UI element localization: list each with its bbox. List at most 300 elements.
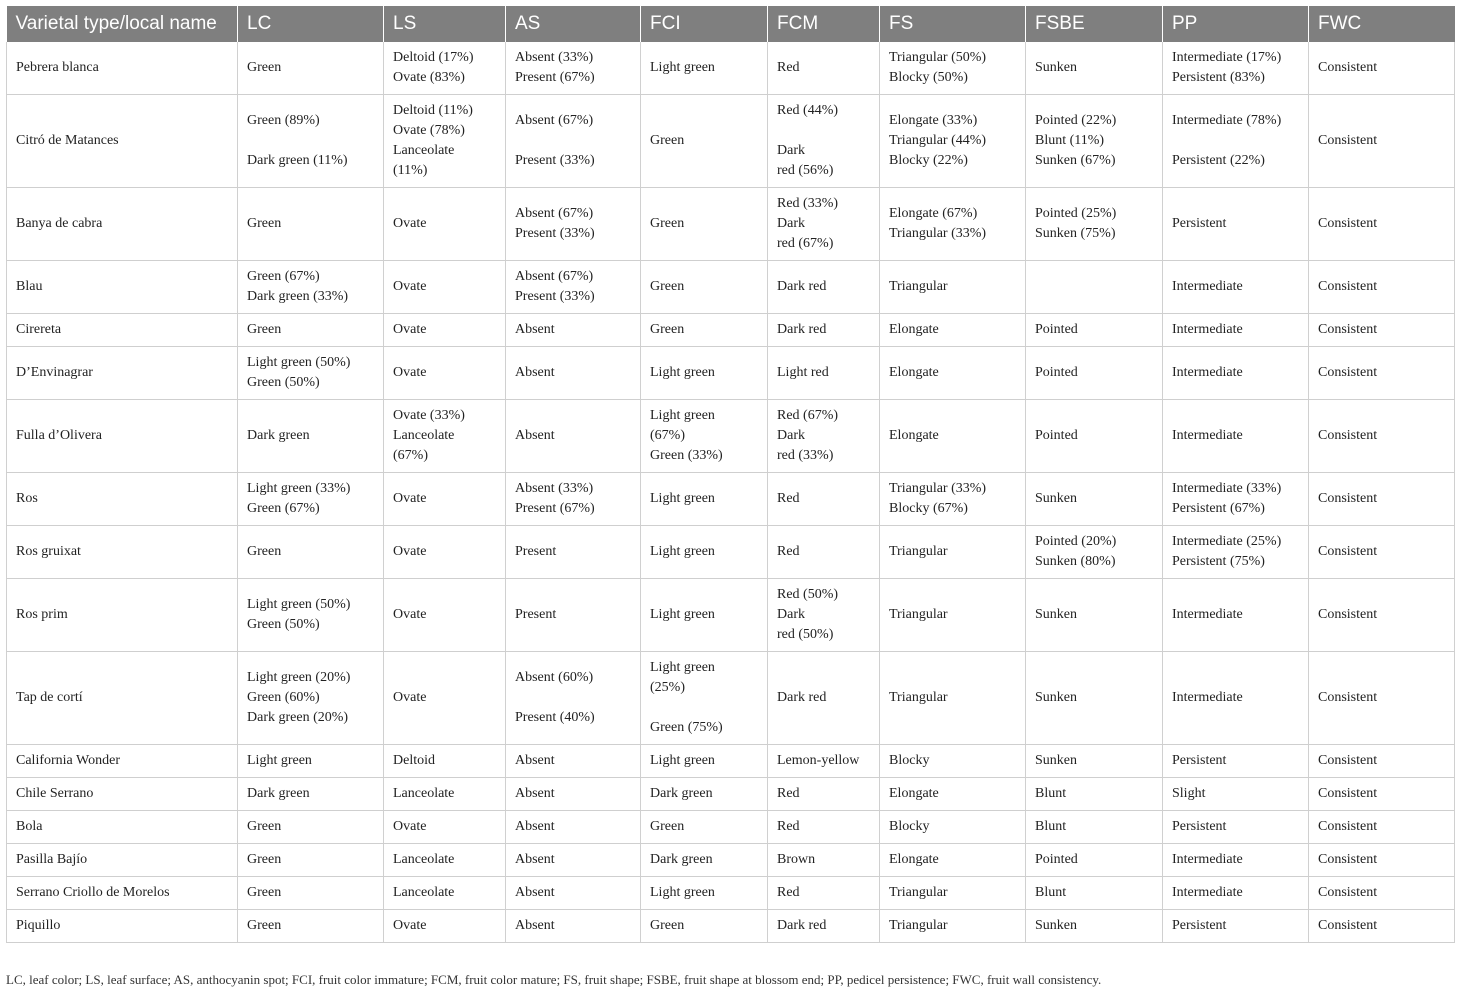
cell-line: Elongate <box>889 786 939 801</box>
cell-line: Present (33%) <box>515 153 595 168</box>
table-cell <box>1309 910 1455 943</box>
table-cell <box>1026 844 1163 877</box>
cell-line <box>1172 131 1302 151</box>
table-cell <box>384 314 506 347</box>
cell-line: Persistent <box>1172 918 1227 933</box>
cell-line: Light green (20%) <box>247 670 351 685</box>
cell-line: Absent <box>515 852 555 867</box>
table-cell <box>880 778 1026 811</box>
table-cell <box>238 314 384 347</box>
cell-line: Pointed <box>1035 365 1078 380</box>
cell-line: Green <box>650 279 685 294</box>
table-cell <box>1309 95 1455 188</box>
cell-line: D’Envinagrar <box>16 365 93 380</box>
table-cell <box>384 877 506 910</box>
table-cell <box>768 526 880 579</box>
cell-line: Red <box>777 544 800 559</box>
cell-line: Persistent <box>1172 216 1227 231</box>
table-cell <box>7 473 238 526</box>
table-cell <box>7 652 238 745</box>
column-header: FCI <box>641 6 768 42</box>
table-cell <box>1309 579 1455 652</box>
table-cell <box>1026 579 1163 652</box>
table-cell <box>1163 188 1309 261</box>
table-cell <box>7 400 238 473</box>
cell-line: Pointed (25%) <box>1035 206 1117 221</box>
cell-line: Persistent (67%) <box>1172 501 1265 516</box>
table-cell <box>506 473 641 526</box>
table-cell <box>1309 473 1455 526</box>
cell-line: Dark green (20%) <box>247 710 349 725</box>
cell-line: Intermediate (25%) <box>1172 534 1282 549</box>
table-cell <box>7 877 238 910</box>
cell-line: Tap de cortí <box>16 690 83 705</box>
table-cell <box>7 261 238 314</box>
cell-line: Intermediate <box>1172 428 1243 443</box>
table-cell <box>238 42 384 95</box>
cell-line: (67%) <box>393 448 428 463</box>
cell-line: red (33%) <box>777 448 834 463</box>
cell-line: Blunt <box>1035 786 1067 801</box>
cell-line: Triangular <box>889 607 948 622</box>
cell-line: Light green <box>650 885 715 900</box>
table-cell <box>1163 347 1309 400</box>
cell-line: Light green (33%) <box>247 481 351 496</box>
table-cell <box>384 811 506 844</box>
cell-line: Pebrera blanca <box>16 60 99 75</box>
cell-line: Present (40%) <box>515 710 595 725</box>
table-cell <box>768 910 880 943</box>
cell-line: Consistent <box>1318 133 1378 148</box>
table-cell <box>641 42 768 95</box>
table-cell <box>880 745 1026 778</box>
cell-line: Absent <box>515 365 555 380</box>
table-cell <box>7 745 238 778</box>
cell-line: Absent (67%) <box>515 206 594 221</box>
table-cell <box>1309 314 1455 347</box>
table-cell <box>238 95 384 188</box>
cell-line: Red <box>777 786 800 801</box>
table-cell <box>1309 811 1455 844</box>
cell-line: Green <box>650 819 685 834</box>
cell-line: Green <box>247 322 282 337</box>
cell-line: Red (50%) <box>777 587 839 602</box>
table-cell <box>384 473 506 526</box>
cell-line: Consistent <box>1318 607 1378 622</box>
cell-line: Deltoid (17%) <box>393 50 474 65</box>
table-row <box>7 910 1455 943</box>
table-row <box>7 579 1455 652</box>
table-cell <box>880 314 1026 347</box>
cell-line: Dark red <box>777 918 827 933</box>
column-header: FSBE <box>1026 6 1163 42</box>
table-cell <box>768 400 880 473</box>
table-row <box>7 652 1455 745</box>
cell-line: Persistent (83%) <box>1172 70 1265 85</box>
cell-line: Absent <box>515 918 555 933</box>
table-cell <box>641 261 768 314</box>
table-cell <box>506 844 641 877</box>
cell-line: Blau <box>16 279 43 294</box>
cell-line: Lanceolate <box>393 852 455 867</box>
table-cell <box>641 745 768 778</box>
table-cell <box>1309 526 1455 579</box>
cell-line: Blocky <box>889 819 930 834</box>
cell-line: (67%) <box>650 428 685 443</box>
table-cell <box>384 261 506 314</box>
table-cell <box>1163 95 1309 188</box>
table-cell <box>768 261 880 314</box>
table-cell <box>1026 745 1163 778</box>
table-cell <box>1163 778 1309 811</box>
cell-line: Deltoid (11%) <box>393 103 473 118</box>
column-header: LS <box>384 6 506 42</box>
table-cell <box>880 844 1026 877</box>
cell-line: Chile Serrano <box>16 786 94 801</box>
cell-line: Elongate <box>889 322 939 337</box>
cell-line: Red (44%) <box>777 103 839 118</box>
cell-line: Ovate (33%) <box>393 408 465 423</box>
cell-line: Ovate <box>393 322 427 337</box>
cell-line: Consistent <box>1318 279 1378 294</box>
cell-line: Light red <box>777 365 829 380</box>
table-cell <box>1309 745 1455 778</box>
table-cell <box>506 579 641 652</box>
cell-line: Consistent <box>1318 753 1378 768</box>
cell-line: Triangular <box>889 279 948 294</box>
cell-line: Absent (33%) <box>515 50 594 65</box>
cell-line: Absent <box>515 786 555 801</box>
cell-line: Pointed <box>1035 852 1078 867</box>
table-cell <box>238 579 384 652</box>
table-cell <box>506 778 641 811</box>
table-cell <box>768 877 880 910</box>
table-cell <box>880 42 1026 95</box>
cell-line: Deltoid <box>393 753 435 768</box>
cell-line <box>515 131 634 151</box>
cell-line: Green (89%) <box>247 113 320 128</box>
cell-line: Sunken (67%) <box>1035 153 1116 168</box>
column-header: Varietal type/local name <box>7 6 238 42</box>
table-cell <box>880 400 1026 473</box>
table-cell <box>880 188 1026 261</box>
table-cell <box>506 42 641 95</box>
cell-line: Light green <box>650 544 715 559</box>
table-row <box>7 42 1455 95</box>
cell-line: Triangular (33%) <box>889 226 987 241</box>
cell-line: Intermediate (78%) <box>1172 113 1282 128</box>
cell-line: red (50%) <box>777 627 834 642</box>
cell-line: Ovate <box>393 491 427 506</box>
cell-line: Green (67%) <box>247 269 320 284</box>
cell-line: Light green <box>650 753 715 768</box>
table-cell <box>238 526 384 579</box>
table-cell <box>1026 314 1163 347</box>
cell-line: Red <box>777 885 800 900</box>
cell-line: Ros <box>16 491 38 506</box>
cell-line: Sunken <box>1035 918 1077 933</box>
cell-line: Absent <box>515 322 555 337</box>
table-cell <box>238 473 384 526</box>
cell-line <box>650 698 761 718</box>
cell-line <box>247 131 377 151</box>
cell-line: Consistent <box>1318 491 1378 506</box>
cell-line: Consistent <box>1318 428 1378 443</box>
cell-line: Triangular <box>889 544 948 559</box>
cell-line: Absent (67%) <box>515 113 594 128</box>
cell-line: Sunken <box>1035 607 1077 622</box>
table-cell <box>238 910 384 943</box>
table-cell <box>384 400 506 473</box>
table-cell <box>238 261 384 314</box>
varietal-traits-table <box>6 6 1455 943</box>
cell-line: Ovate <box>393 216 427 231</box>
cell-line <box>777 121 873 141</box>
cell-line: Consistent <box>1318 885 1378 900</box>
cell-line: Serrano Criollo de Morelos <box>16 885 170 900</box>
cell-line: Dark <box>777 143 805 158</box>
table-cell <box>1163 579 1309 652</box>
cell-line: Bola <box>16 819 43 834</box>
table-cell <box>7 778 238 811</box>
cell-line: Persistent <box>1172 819 1227 834</box>
table-cell <box>506 652 641 745</box>
cell-line: Sunken <box>1035 690 1077 705</box>
table-body <box>7 42 1455 943</box>
table-cell <box>1309 877 1455 910</box>
table-cell <box>1026 42 1163 95</box>
table-cell <box>880 877 1026 910</box>
table-cell <box>641 314 768 347</box>
table-cell <box>1309 261 1455 314</box>
cell-line: Consistent <box>1318 690 1378 705</box>
table-cell <box>1026 261 1163 314</box>
table-cell <box>1163 745 1309 778</box>
table-cell <box>506 188 641 261</box>
table-cell <box>1163 400 1309 473</box>
table-cell <box>1026 400 1163 473</box>
cell-line: Dark green <box>247 428 310 443</box>
cell-line: Absent (67%) <box>515 269 594 284</box>
cell-line: Dark green (33%) <box>247 289 349 304</box>
table-cell <box>1026 347 1163 400</box>
cell-line: Dark <box>777 607 805 622</box>
cell-line: Ovate <box>393 918 427 933</box>
table-cell <box>1026 652 1163 745</box>
table-cell <box>238 400 384 473</box>
cell-line: Pointed (20%) <box>1035 534 1117 549</box>
table-cell <box>7 579 238 652</box>
table-cell <box>506 400 641 473</box>
table-cell <box>1163 526 1309 579</box>
cell-line: Intermediate <box>1172 607 1243 622</box>
table-cell <box>768 42 880 95</box>
table-cell <box>768 579 880 652</box>
cell-line: Elongate <box>889 365 939 380</box>
table-cell <box>238 844 384 877</box>
table-row <box>7 314 1455 347</box>
cell-line: Intermediate (33%) <box>1172 481 1282 496</box>
table-cell <box>641 347 768 400</box>
cell-line: Green <box>247 819 282 834</box>
table-cell <box>1309 188 1455 261</box>
table-cell <box>880 526 1026 579</box>
table-cell <box>1026 95 1163 188</box>
table-cell <box>238 347 384 400</box>
cell-line: Cirereta <box>16 322 62 337</box>
cell-line: Ovate (83%) <box>393 70 465 85</box>
cell-line: Green (67%) <box>247 501 320 516</box>
cell-line: Elongate <box>889 852 939 867</box>
cell-line: Light green <box>650 607 715 622</box>
table-row <box>7 745 1455 778</box>
table-row <box>7 347 1455 400</box>
table-cell <box>7 811 238 844</box>
table-cell <box>768 844 880 877</box>
table-cell <box>1309 347 1455 400</box>
cell-line: Sunken <box>1035 491 1077 506</box>
table-cell <box>1163 473 1309 526</box>
table-cell <box>1026 778 1163 811</box>
cell-line: Ovate (78%) <box>393 123 465 138</box>
column-header: AS <box>506 6 641 42</box>
table-cell <box>7 910 238 943</box>
cell-line: Persistent <box>1172 753 1227 768</box>
cell-line: Blunt (11%) <box>1035 133 1105 148</box>
table-cell <box>768 811 880 844</box>
table-cell <box>384 652 506 745</box>
table-cell <box>641 844 768 877</box>
cell-line: Green (60%) <box>247 690 320 705</box>
cell-line: Ovate <box>393 690 427 705</box>
cell-line: Green <box>650 322 685 337</box>
table-row <box>7 473 1455 526</box>
table-row <box>7 811 1455 844</box>
table-cell <box>1026 877 1163 910</box>
table-cell <box>880 811 1026 844</box>
table-cell <box>768 314 880 347</box>
table-row <box>7 188 1455 261</box>
cell-line: Absent (60%) <box>515 670 594 685</box>
table-cell <box>506 877 641 910</box>
cell-line: Red (33%) <box>777 196 839 211</box>
table-cell <box>1309 652 1455 745</box>
table-cell <box>641 877 768 910</box>
cell-line: (11%) <box>393 163 428 178</box>
table-row <box>7 261 1455 314</box>
cell-line: Sunken (80%) <box>1035 554 1116 569</box>
table-cell <box>1309 844 1455 877</box>
table-cell <box>238 877 384 910</box>
cell-line: (25%) <box>650 680 685 695</box>
cell-line: Green <box>247 885 282 900</box>
table-cell <box>238 811 384 844</box>
cell-line: Intermediate <box>1172 852 1243 867</box>
table-cell <box>384 579 506 652</box>
table-cell <box>1163 42 1309 95</box>
cell-line: Triangular (33%) <box>889 481 987 496</box>
cell-line: Persistent (22%) <box>1172 153 1265 168</box>
table-cell <box>1163 811 1309 844</box>
table-cell <box>641 579 768 652</box>
table-cell <box>384 910 506 943</box>
table-cell <box>641 473 768 526</box>
cell-line: Present (33%) <box>515 289 595 304</box>
cell-line: Present <box>515 544 557 559</box>
cell-line: Light green (50%) <box>247 597 351 612</box>
table-cell <box>1309 42 1455 95</box>
table-cell <box>384 844 506 877</box>
cell-line: Intermediate <box>1172 690 1243 705</box>
cell-line: Red (67%) <box>777 408 839 423</box>
cell-line: Consistent <box>1318 60 1378 75</box>
cell-line: Triangular <box>889 690 948 705</box>
table-cell <box>1163 910 1309 943</box>
table-row <box>7 877 1455 910</box>
cell-line: Slight <box>1172 786 1206 801</box>
cell-line: Intermediate <box>1172 365 1243 380</box>
table-cell <box>506 526 641 579</box>
cell-line: Dark <box>777 216 805 231</box>
cell-line: Pasilla Bajío <box>16 852 88 867</box>
cell-line: Green <box>247 918 282 933</box>
cell-line: Dark green <box>650 852 713 867</box>
table-row <box>7 95 1455 188</box>
cell-line: Lanceolate <box>393 143 455 158</box>
table-cell <box>7 42 238 95</box>
cell-line: Brown <box>777 852 816 867</box>
table-cell <box>1026 188 1163 261</box>
table-cell <box>1163 261 1309 314</box>
cell-line: Dark red <box>777 279 827 294</box>
table-cell <box>7 95 238 188</box>
table-cell <box>506 261 641 314</box>
cell-line: Absent <box>515 885 555 900</box>
cell-line: Banya de cabra <box>16 216 103 231</box>
cell-line: Fulla d’Olivera <box>16 428 102 443</box>
cell-line: Present (67%) <box>515 70 595 85</box>
cell-line: Pointed <box>1035 322 1078 337</box>
cell-line <box>515 688 634 708</box>
cell-line: Green <box>247 852 282 867</box>
cell-line: red (56%) <box>777 163 834 178</box>
cell-line: Red <box>777 60 800 75</box>
cell-line: Blocky <box>889 753 930 768</box>
cell-line: Light green (50%) <box>247 355 351 370</box>
table-cell <box>880 910 1026 943</box>
cell-line: Dark red <box>777 322 827 337</box>
cell-line: Dark green <box>650 786 713 801</box>
cell-line: red (67%) <box>777 236 834 251</box>
table-cell <box>7 314 238 347</box>
cell-line: Green (33%) <box>650 448 723 463</box>
cell-line: Green <box>247 216 282 231</box>
cell-line: Lanceolate <box>393 428 455 443</box>
table-cell <box>1163 314 1309 347</box>
cell-line: Pointed (22%) <box>1035 113 1117 128</box>
cell-line: Intermediate <box>1172 322 1243 337</box>
cell-line: Lemon-yellow <box>777 753 860 768</box>
cell-line: Light green <box>650 408 715 423</box>
table-cell <box>7 347 238 400</box>
table-cell <box>238 778 384 811</box>
cell-line: Absent <box>515 819 555 834</box>
table-row <box>7 400 1455 473</box>
table-cell <box>880 579 1026 652</box>
cell-line: Green <box>247 60 282 75</box>
table-cell <box>641 778 768 811</box>
cell-line: Light green <box>247 753 312 768</box>
